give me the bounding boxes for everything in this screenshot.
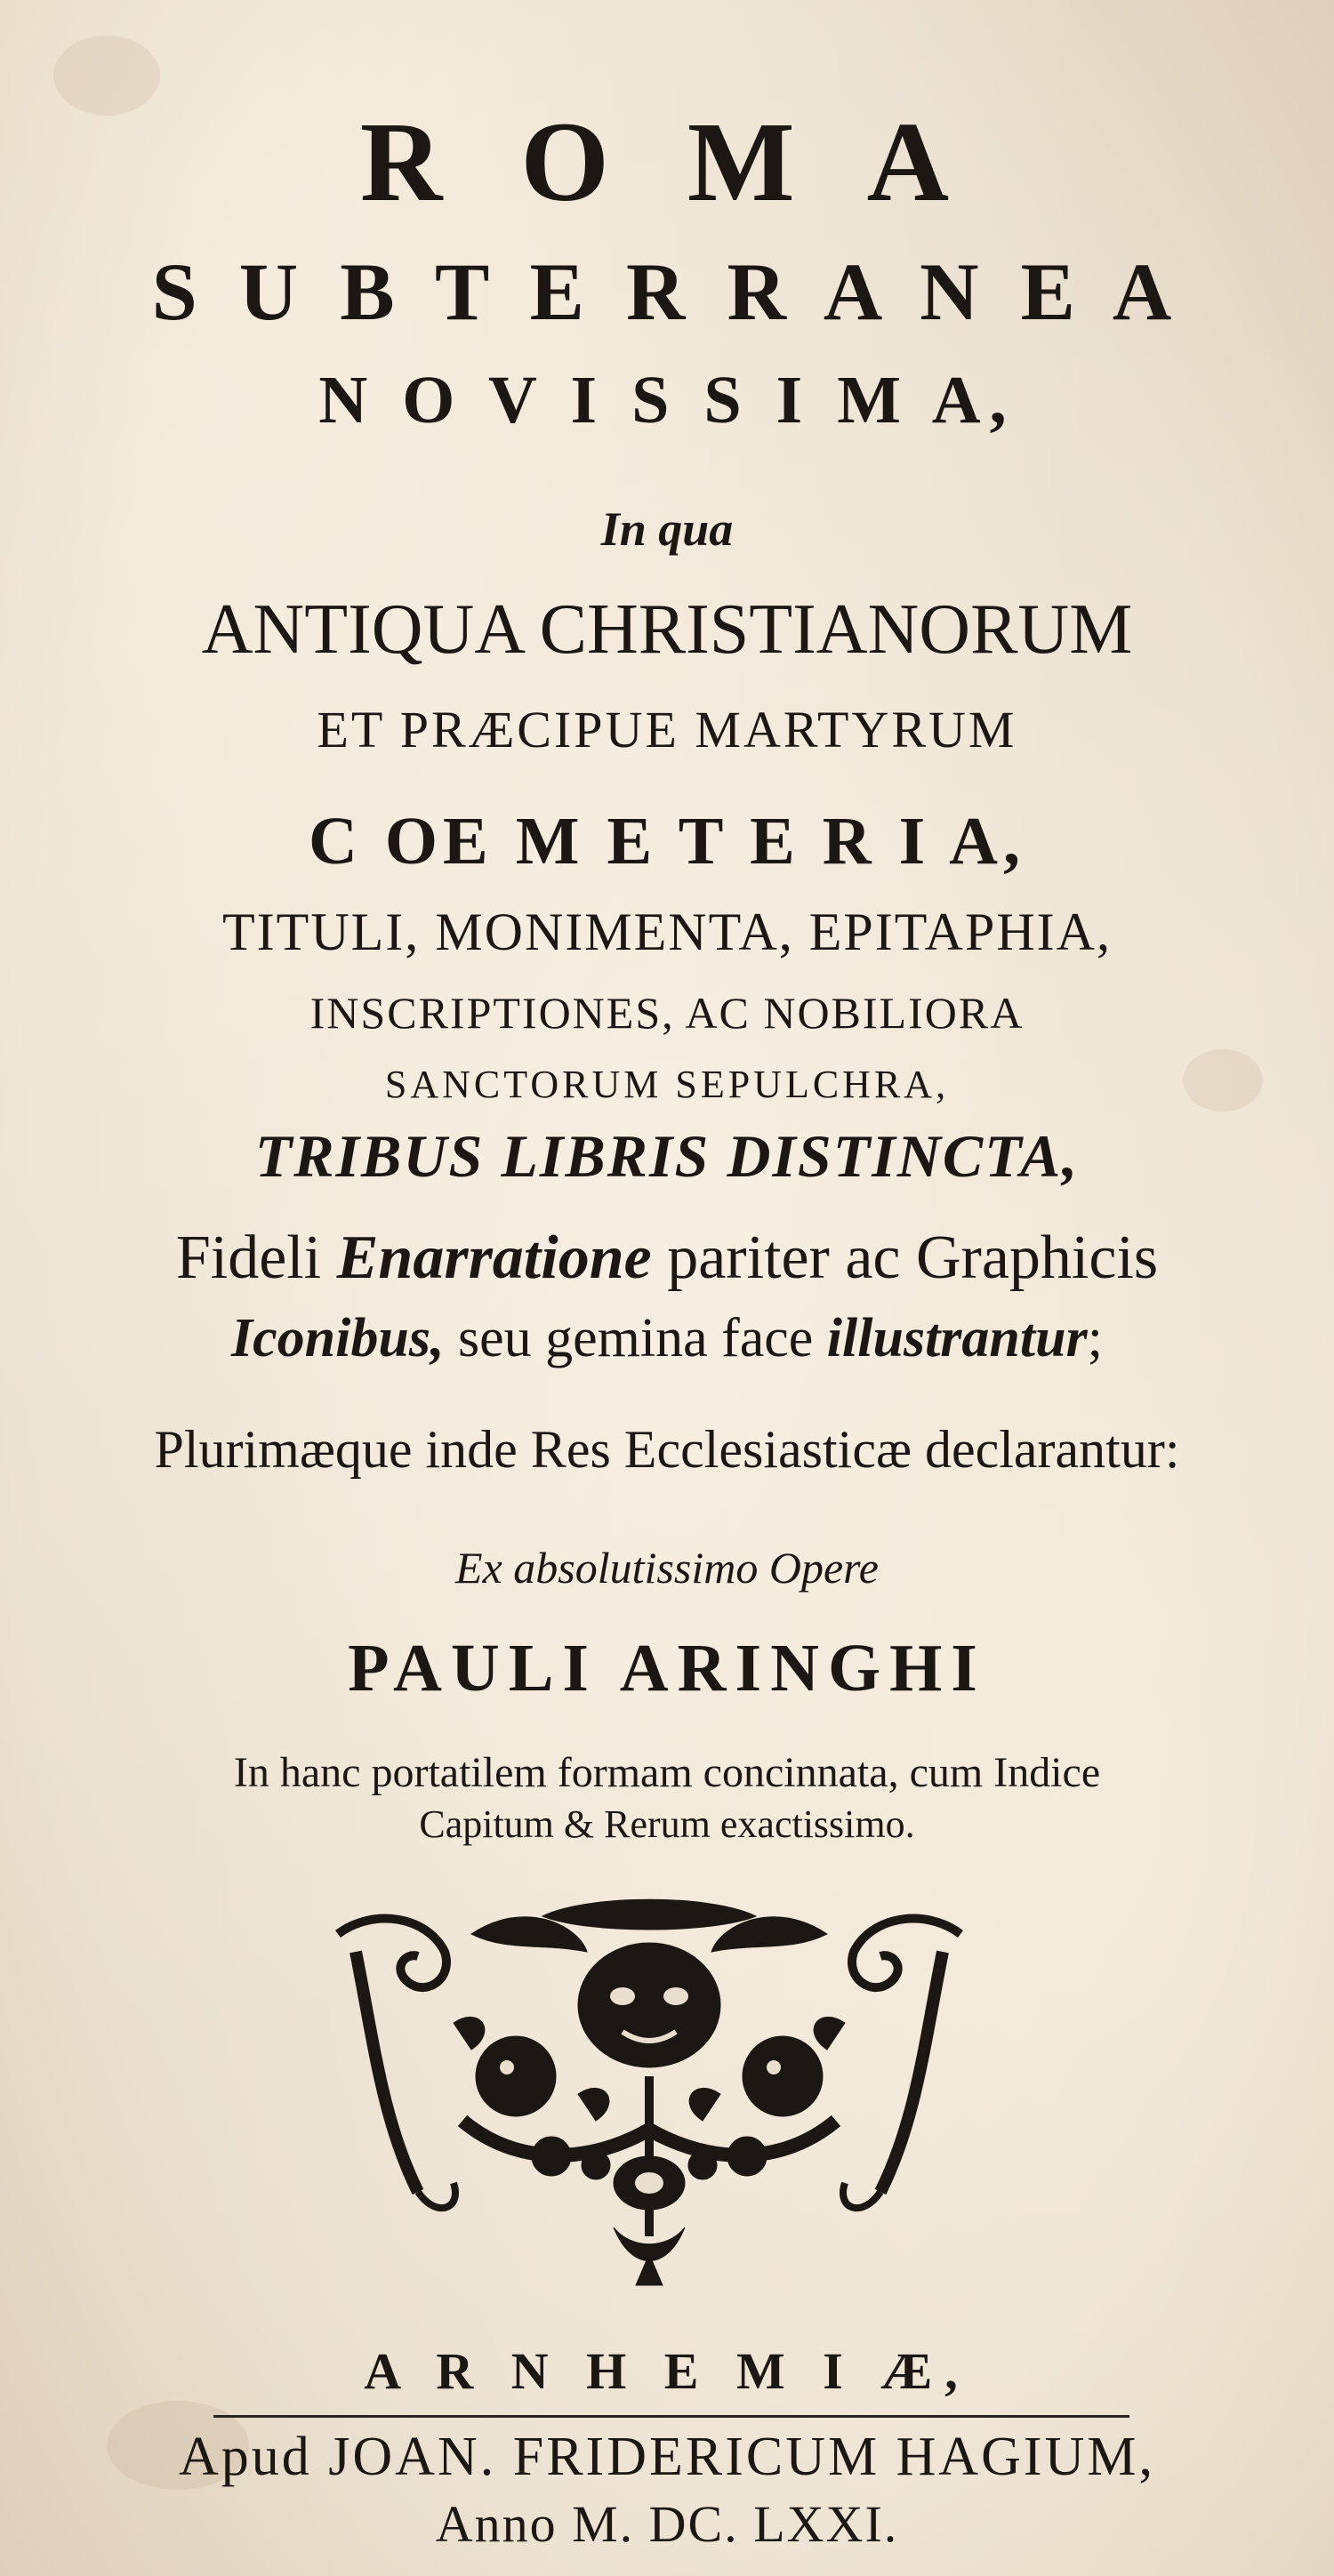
antiqua-christianorum: ANTIQUA CHRISTIANORUM [201, 590, 1133, 669]
place-arnhemiae: A R N H E M I Æ, [364, 2342, 970, 2400]
fideli-text: Fideli [175, 1224, 337, 1292]
printer-line: Apud JOAN. FRIDERICUM HAGIUM, [179, 2427, 1155, 2487]
ex-absolutissimo-opere: Ex absolutissimo Opere [455, 1543, 879, 1593]
pariter-text: pariter ac Graphicis [651, 1224, 1159, 1292]
capitum-rerum: Capitum & Rerum exactissimo. [419, 1802, 915, 1846]
iconibus-text: Iconibus, [230, 1308, 445, 1368]
semicolon-text: ; [1087, 1308, 1103, 1368]
iconibus-line [0, 1308, 1334, 1368]
tituli-monimenta-epitaphia: TITULI, MONIMENTA, EPITAPHIA, [222, 903, 1112, 961]
date-line: Anno M. DC. LXXI. [435, 2495, 899, 2553]
paper-stain [53, 36, 160, 116]
sanctorum-sepulchra: SANCTORUM SEPULCHRA, [384, 1063, 950, 1106]
in-hanc-portatilem: In hanc portatilem formam concinnata, cum Indice [233, 1749, 1101, 1796]
in-qua: In qua [600, 502, 734, 556]
inscriptiones-ac-nobiliora: INSCRIPTIONES, AC NOBILIORA [309, 988, 1025, 1038]
fideli-enarratione-line [0, 1224, 1334, 1292]
coemeteria: C OE M E T E R I A, [309, 804, 1025, 879]
imprint-rule [213, 2415, 1129, 2418]
author-name: PAULI ARINGHI [348, 1631, 986, 1705]
tribus-libris-distincta: TRIBUS LIBRIS DISTINCTA, [254, 1122, 1080, 1190]
title-roma: R O M A [359, 99, 975, 225]
illustrantur-text: illustrantur [826, 1308, 1088, 1368]
plurimaeque-line: Plurimæque inde Res Ecclesiasticæ declarantur: [154, 1420, 1180, 1479]
title-subterranea: S U B T E R R A N E A [151, 246, 1183, 337]
enarratione-text: Enarratione [336, 1224, 652, 1292]
seu-gemina-text: seu gemina face [444, 1308, 827, 1368]
printer-ornament [320, 1898, 978, 2290]
title-novissima: N O V I S S I M A, [318, 363, 1016, 437]
et-praecipue-martyrum: ET PRÆCIPUE MARTYRUM [317, 701, 1017, 758]
